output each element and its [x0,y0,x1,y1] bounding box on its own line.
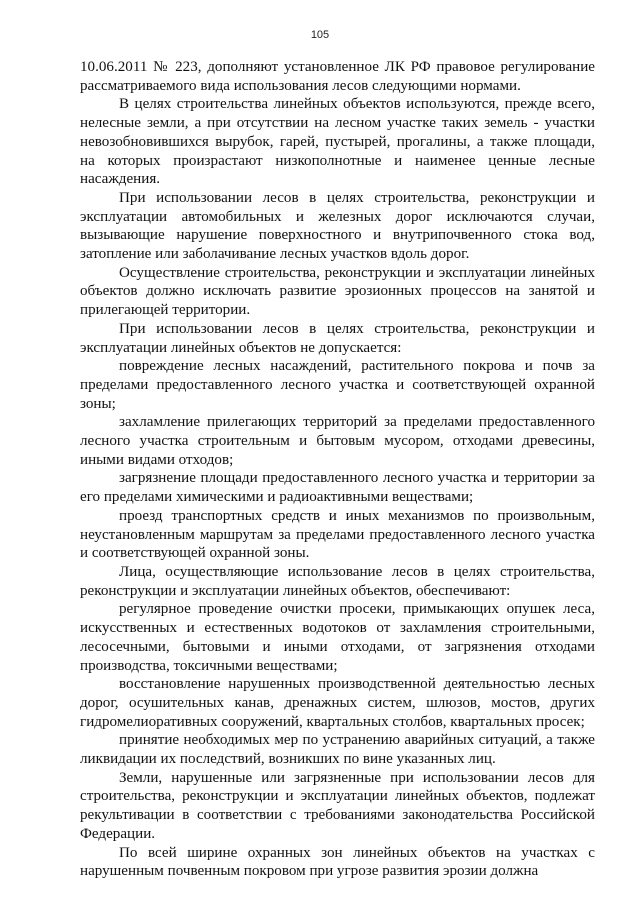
paragraph: Земли, нарушенные или загрязненные при использовании лесов для строительства, реконструкции и эксплуатации линейных объектов, подлежат рекультивации в соответствии с требованиями законодательства Российской Федерации. [80,769,595,842]
paragraph: Осуществление строительства, реконструкции и эксплуатации линейных объектов должно исключать развитие эрозионных процессов на занятой и прилегающей территории. [80,264,595,319]
document-body [80,58,595,881]
list-item: повреждение лесных насаждений, растительного покрова и почв за пределами предоставленного лесного участка и соответствующей охранной зоны; [80,358,595,412]
list-item: принятие необходимых мер по устранению аварийных ситуаций, а также ликвидации их последствий, возникших по вине указанных лиц. [80,732,595,768]
paragraph: В целях строительства линейных объектов используются, прежде всего, нелесные земли, а при отсутствии на лесном участке таких земель - участки невозобновившихся вырубок, гарей, пустырей, прогалины, а также площади, на которых произрастают низкополнотные и наименее ценные лесные насаждения. [80,96,595,188]
paragraph: При использовании лесов в целях строительства, реконструкции и эксплуатации линейных объектов не допускается: [80,320,595,356]
paragraph-continuation: 10.06.2011 № 223, дополняют установленное ЛК РФ правовое регулирование рассматриваемого вида использования лесов следующими нормами. [80,59,595,94]
paragraph: Лица, осуществляющие использование лесов в целях строительства, реконструкции и эксплуатации линейных объектов, обеспечивают: [80,563,595,599]
list-item: восстановление нарушенных производственной деятельностью лесных дорог, осушительных канав, дренажных систем, шлюзов, мостов, других гидромелиоративных сооружений, квартальных столбов, квартальных просек; [80,676,595,730]
list-item: загрязнение площади предоставленного лесного участка и территории за его пределами химическими и радиоактивными веществами; [80,470,595,506]
list-item: регулярное проведение очистки просеки, примыкающих опушек леса, искусственных и естественных водотоков от захламления строительными, лесосечными, бытовыми и иными отходами, от загрязнения отходами производства, токсичными веществами; [80,601,595,674]
paragraph: При использовании лесов в целях строительства, реконструкции и эксплуатации автомобильных и железных дорог исключаются случаи, вызывающие нарушение поверхностного и внутрипочвенного стока вод, затопление или заболачивание лесных участков вдоль дорог. [80,189,595,263]
list-item: проезд транспортных средств и иных механизмов по произвольным, неустановленным маршрутам за пределами предоставленного лесного участка и соответствующей охранной зоны. [80,507,595,562]
page-number: 105 [310,29,330,41]
paragraph: По всей ширине охранных зон линейных объектов на участках с нарушенным почвенным покровом при угрозе развития эрозии должна [80,844,595,880]
list-item: захламление прилегающих территорий за пределами предоставленного лесного участка строительным и бытовым мусором, отходами древесины, иными видами отходов; [80,414,595,468]
